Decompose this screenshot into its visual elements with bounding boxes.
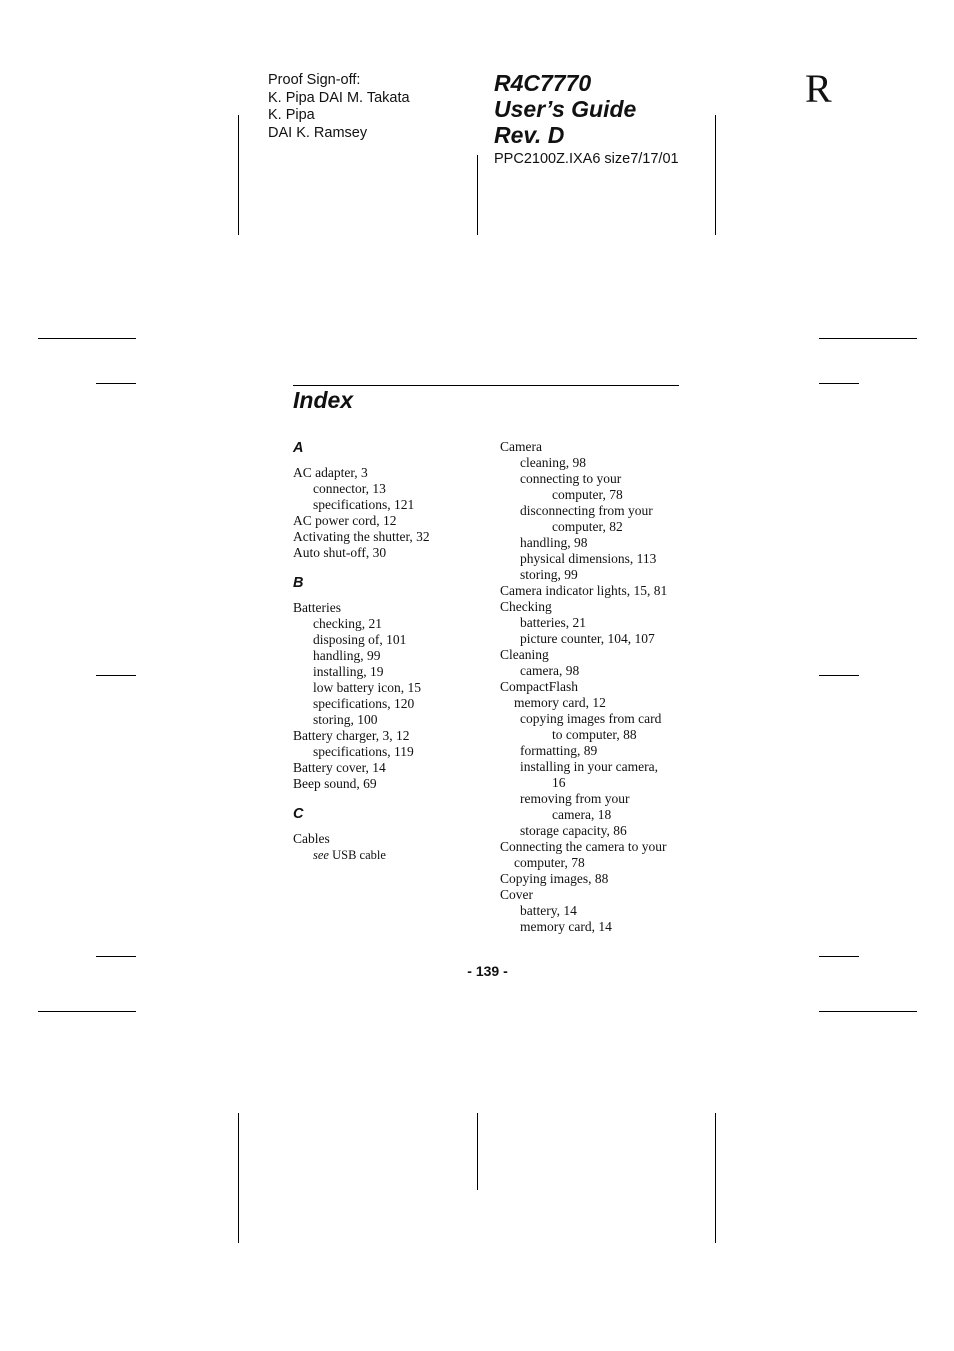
- page-number: - 139 -: [467, 963, 508, 979]
- crop-mark: [477, 155, 478, 235]
- crop-mark: [715, 1113, 716, 1243]
- signoff-line: Proof Sign-off:: [268, 72, 361, 88]
- index-entry: Auto shut-off, 30: [293, 545, 387, 560]
- index-subentry: removing from your: [520, 791, 630, 806]
- index-entry: Cleaning: [500, 647, 549, 662]
- index-continuation: computer, 78: [552, 487, 623, 502]
- signoff-line: K. Pipa DAI M. Takata: [268, 89, 410, 106]
- index-entry: Connecting the camera to your: [500, 839, 667, 854]
- index-subentry: storing, 100: [313, 712, 378, 727]
- index-subentry: handling, 99: [313, 648, 381, 663]
- crop-mark: [715, 115, 716, 235]
- crop-mark: [819, 1011, 917, 1012]
- index-subentry: battery, 14: [520, 903, 577, 918]
- see-target: USB cable: [328, 848, 386, 862]
- index-subentry: disposing of, 101: [313, 632, 407, 647]
- index-entry: Copying images, 88: [500, 871, 609, 886]
- index-subentry: formatting, 89: [520, 743, 598, 758]
- crop-mark: [819, 383, 859, 384]
- crop-mark: [96, 675, 136, 676]
- crop-mark: [238, 115, 239, 235]
- index-subentry: batteries, 21: [520, 615, 586, 630]
- crop-mark: [238, 1113, 239, 1243]
- index-entry: Checking: [500, 599, 552, 614]
- crop-mark: [38, 1011, 136, 1012]
- index-subentry: specifications, 119: [313, 744, 414, 759]
- signoff-line: K. Pipa: [268, 107, 315, 123]
- index-subentry: installing in your camera,: [520, 759, 658, 774]
- index-subentry: installing, 19: [313, 664, 384, 679]
- index-entry: Cover: [500, 887, 533, 902]
- index-subentry: cleaning, 98: [520, 455, 586, 470]
- index-entry: Battery charger, 3, 12: [293, 728, 410, 743]
- index-subentry: camera, 98: [520, 663, 580, 678]
- index-entry: AC power cord, 12: [293, 513, 397, 528]
- index-entry: Beep sound, 69: [293, 776, 377, 791]
- index-column-left: [293, 440, 478, 863]
- index-column-right: [500, 439, 690, 935]
- index-entry: Camera: [500, 439, 542, 454]
- crop-mark: [96, 956, 136, 957]
- index-subentry: connector, 13: [313, 481, 386, 496]
- index-section-c: [293, 806, 478, 863]
- index-entry: Activating the shutter, 32: [293, 529, 430, 544]
- document-title: [494, 70, 636, 148]
- section-letter: C: [293, 806, 304, 822]
- index-entry: Cables: [293, 831, 330, 846]
- crop-mark: [96, 383, 136, 384]
- corner-letter: R: [805, 66, 832, 111]
- index-subentry: specifications, 120: [313, 696, 415, 711]
- index-subentry: storing, 99: [520, 567, 578, 582]
- index-entry: Camera indicator lights, 15, 81: [500, 583, 668, 598]
- index-section-a: [293, 440, 478, 561]
- index-entry: Battery cover, 14: [293, 760, 386, 775]
- index-subentry: checking, 21: [313, 616, 382, 631]
- index-continuation: computer, 82: [552, 519, 623, 534]
- index-subentry: copying images from card: [520, 711, 662, 726]
- crop-mark: [819, 675, 859, 676]
- see-word: see: [313, 848, 329, 862]
- index-subentry: specifications, 121: [313, 497, 415, 512]
- signoff-line: DAI K. Ramsey: [268, 124, 368, 141]
- index-entry: AC adapter, 3: [293, 465, 368, 480]
- index-entry: Batteries: [293, 600, 341, 615]
- index-continuation: memory card, 12: [514, 695, 606, 710]
- title-line: R4C7770: [494, 70, 592, 96]
- crop-mark: [819, 338, 917, 339]
- index-title: Index: [293, 387, 354, 413]
- title-line: User’s Guide: [494, 96, 637, 122]
- index-subentry: handling, 98: [520, 535, 588, 550]
- index-continuation: camera, 18: [552, 807, 612, 822]
- index-continuation: 16: [552, 775, 566, 790]
- proof-signoff: [268, 72, 410, 142]
- file-info: PPC2100Z.IXA6 size7/17/01: [494, 151, 679, 167]
- index-subentry: low battery icon, 15: [313, 680, 421, 695]
- index-subentry: memory card, 14: [520, 919, 612, 934]
- index-section-b: [293, 575, 478, 792]
- index-entry: CompactFlash: [500, 679, 578, 694]
- see-reference: [293, 847, 478, 863]
- index-subentry: physical dimensions, 113: [520, 551, 657, 566]
- index-continuation: computer, 78: [514, 855, 585, 870]
- section-letter: B: [293, 575, 304, 591]
- section-letter: A: [293, 440, 304, 456]
- crop-mark: [477, 1113, 478, 1190]
- index-subentry: picture counter, 104, 107: [520, 631, 655, 646]
- title-line: Rev. D: [494, 122, 565, 148]
- index-subentry: disconnecting from your: [520, 503, 653, 518]
- crop-mark: [38, 338, 136, 339]
- index-continuation: to computer, 88: [552, 727, 637, 742]
- index-subentry: connecting to your: [520, 471, 622, 486]
- index-subentry: storage capacity, 86: [520, 823, 627, 838]
- crop-mark: [819, 956, 859, 957]
